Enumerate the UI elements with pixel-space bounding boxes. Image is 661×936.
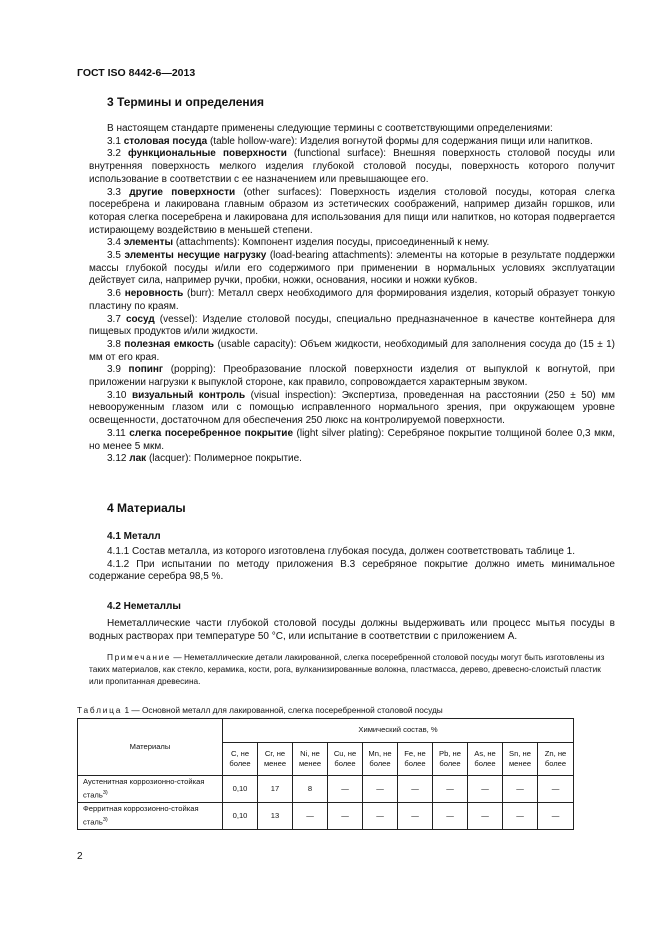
table-caption-text: 1 — Основной металл для лакированной, слегка посеребренной столовой посуды	[122, 705, 443, 715]
term-name: неровность	[124, 288, 184, 300]
term-number: 3.4	[107, 237, 121, 249]
paragraph-4-1-2: 4.1.2 При испытании по методу приложения В.3 серебряное покрытие должно иметь минимальное содержание серебра 98,5 %.	[89, 558, 615, 583]
term-number: 3.10	[107, 389, 127, 401]
document-header: ГОСТ ISO 8442-6—2013	[77, 67, 196, 79]
term-name: слегка посеребренное покрытие	[129, 427, 294, 439]
page-number: 2	[77, 851, 83, 862]
term-item	[89, 250, 615, 288]
header-materials: Материалы	[78, 719, 223, 776]
term-definition: (usable capacity): Объем жидкости, необходимый для заполнения сосуда до (15 ± 1) мм от его края.	[89, 338, 615, 363]
term-name: попинг	[128, 364, 164, 376]
paragraph-4-1-1: 4.1.1 Состав металла, из которого изготовлена глубокая посуда, должен соответствовать таблице 1.	[107, 546, 575, 557]
term-name: другие поверхности	[129, 186, 236, 198]
term-definition: (vessel): Изделие столовой посуды, специально предназначенное в качестве контейнера для пищевых продуктов и/или жидкости.	[89, 313, 615, 338]
term-definition: (lacquer): Полимерное покрытие.	[146, 453, 302, 465]
value-cell: 8	[293, 776, 328, 803]
term-item	[89, 148, 615, 186]
section-3-body	[89, 123, 615, 466]
header-element: Pb, не более	[433, 743, 468, 776]
material-name: Аустенитная коррозионно-стойкая сталь	[83, 777, 205, 800]
value-cell: —	[468, 803, 503, 830]
table-row	[78, 803, 574, 830]
value-cell: —	[363, 803, 398, 830]
footnote-marker: 3)	[102, 816, 108, 823]
term-definition: (attachments): Компонент изделия посуды, присоединенный к нему.	[173, 237, 490, 249]
term-name: функциональные поверхности	[128, 148, 287, 160]
header-element: Ni, не менее	[293, 743, 328, 776]
term-item	[89, 453, 615, 466]
value-cell: 13	[258, 803, 293, 830]
value-cell: —	[538, 776, 574, 803]
section-3-intro: В настоящем стандарте применены следующие термины с соответствующими определениями:	[107, 123, 553, 134]
value-cell: —	[468, 776, 503, 803]
section-3-title: 3 Термины и определения	[107, 95, 265, 109]
header-element: Mn, не более	[363, 743, 398, 776]
header-element: Cu, не более	[328, 743, 363, 776]
header-chemical-composition: Химический состав, %	[223, 719, 574, 743]
term-name: лак	[129, 453, 147, 465]
term-item	[89, 428, 615, 453]
term-item	[89, 339, 615, 364]
value-cell: —	[503, 803, 538, 830]
term-number: 3.1	[107, 135, 121, 147]
table-caption	[77, 705, 443, 715]
value-cell: —	[328, 803, 363, 830]
table-row	[78, 776, 574, 803]
value-cell: —	[398, 803, 433, 830]
paragraph-4-2: Неметаллические части глубокой столовой посуды должны выдерживать или процесс мытья посуды в водных растворах при температуре 50 °С, или испытание в соответствии с приложением А.	[89, 618, 615, 642]
value-cell: —	[363, 776, 398, 803]
value-cell: 0,10	[223, 776, 258, 803]
term-definition: (functional surface): Внешняя поверхность столовой посуды или внутренняя поверхность мелкого изделия глубокой столовой посуды, поверхность которого получит использование в соответствии с ее назначением или превышающее его.	[89, 148, 615, 185]
term-number: 3.11	[107, 427, 126, 439]
term-name: сосуд	[125, 313, 155, 325]
term-item	[89, 390, 615, 428]
note-text: — Неметаллические детали лакированной, слегка посеребренной столовой посуды могут быть изготовлены из таких материалов, как стекло, керамика, кости, рога, вулканизированные волокна, пластмасса, дерево, древесно-слоистый пластик или пропитанная древесина.	[89, 652, 605, 686]
term-item	[89, 136, 615, 149]
footnote-marker: 3)	[102, 789, 108, 796]
header-element: С, не более	[223, 743, 258, 776]
value-cell: —	[328, 776, 363, 803]
term-number: 3.2	[107, 148, 121, 160]
term-number: 3.8	[107, 338, 121, 350]
value-cell: —	[433, 776, 468, 803]
note-label: Примечание	[107, 652, 172, 662]
header-element: Zn, не более	[538, 743, 574, 776]
term-number: 3.9	[107, 364, 121, 376]
section-4-title: 4 Материалы	[107, 501, 186, 515]
composition-table	[77, 718, 574, 830]
term-definition: (load-bearing attachments): элементы на которые в результате поддержки массы глубокой посуды и/или его содержимого при применении в нормальных условиях эксплуатации действует сила, например ручки, пробки, ножки, основания, носики и ножки кубков.	[89, 250, 616, 287]
value-cell: —	[503, 776, 538, 803]
term-definition: (visual inspection): Экспертиза, проведенная на расстоянии (250 ± 50) мм невооруженным глазом или с помощью исправленного нормального зрения, при окружающем уровне освещенности, достаточном для обеспечения 250 люкс на контролируемой поверхности.	[89, 389, 616, 427]
term-item	[89, 364, 615, 389]
material-cell	[78, 803, 223, 830]
term-name: столовая посуда	[123, 135, 208, 147]
terms-list	[89, 136, 615, 466]
term-number: 3.6	[107, 288, 121, 300]
subsection-4-2-title: 4.2 Неметаллы	[107, 601, 181, 612]
term-item	[89, 314, 615, 339]
header-element: Sn, не менее	[503, 743, 538, 776]
term-item	[89, 187, 615, 238]
term-name: визуальный контроль	[132, 389, 246, 401]
header-element: Cr, не менее	[258, 743, 293, 776]
subsection-4-1-title: 4.1 Металл	[107, 531, 161, 542]
header-element: Fe, не более	[398, 743, 433, 776]
term-number: 3.3	[107, 186, 121, 198]
term-item	[89, 237, 615, 250]
material-name: Ферритная коррозионно-стойкая сталь	[83, 804, 199, 827]
section-4-1-body	[89, 546, 615, 584]
term-name: элементы	[123, 237, 174, 249]
value-cell: —	[293, 803, 328, 830]
value-cell: 17	[258, 776, 293, 803]
value-cell: 0,10	[223, 803, 258, 830]
value-cell: —	[433, 803, 468, 830]
term-number: 3.7	[107, 313, 121, 325]
term-definition: (popping): Преобразование плоской поверхности изделия от выпуклой к вогнутой, при приложении нагрузки к выпуклой стороне, как правило, сопровождается характерным звуком.	[89, 364, 616, 389]
table-caption-label: Таблица	[77, 705, 123, 715]
value-cell: —	[538, 803, 574, 830]
section-4-2-body	[89, 618, 615, 643]
term-number: 3.12	[107, 453, 127, 465]
term-name: полезная емкость	[124, 338, 215, 350]
header-element: As, не более	[468, 743, 503, 776]
term-definition: (table hollow-ware): Изделия вогнутой формы для содержания пищи или напитков.	[207, 135, 593, 147]
term-definition: (other surfaces): Поверхность изделия столовой посуды, которая слегка посеребрена и лакирована главным образом из эстетических соображений, например дизайн горшков, или которая слегка посеребрена и лакирована для использования для пищи или напитков, но которая подвергается истирающему воздействию в меньшей степени.	[89, 186, 615, 236]
term-item	[89, 288, 615, 313]
term-definition: (light silver plating): Серебряное покрытие толщиной более 0,3 мкм, но менее 5 мкм.	[89, 427, 615, 452]
material-cell	[78, 776, 223, 803]
term-number: 3.5	[107, 250, 121, 262]
note	[89, 651, 615, 687]
value-cell: —	[398, 776, 433, 803]
term-name: элементы несущие нагрузку	[124, 250, 267, 262]
term-definition: (burr): Металл сверх необходимого для формирования изделия, который образует тонкую пластину по краям.	[89, 288, 616, 312]
